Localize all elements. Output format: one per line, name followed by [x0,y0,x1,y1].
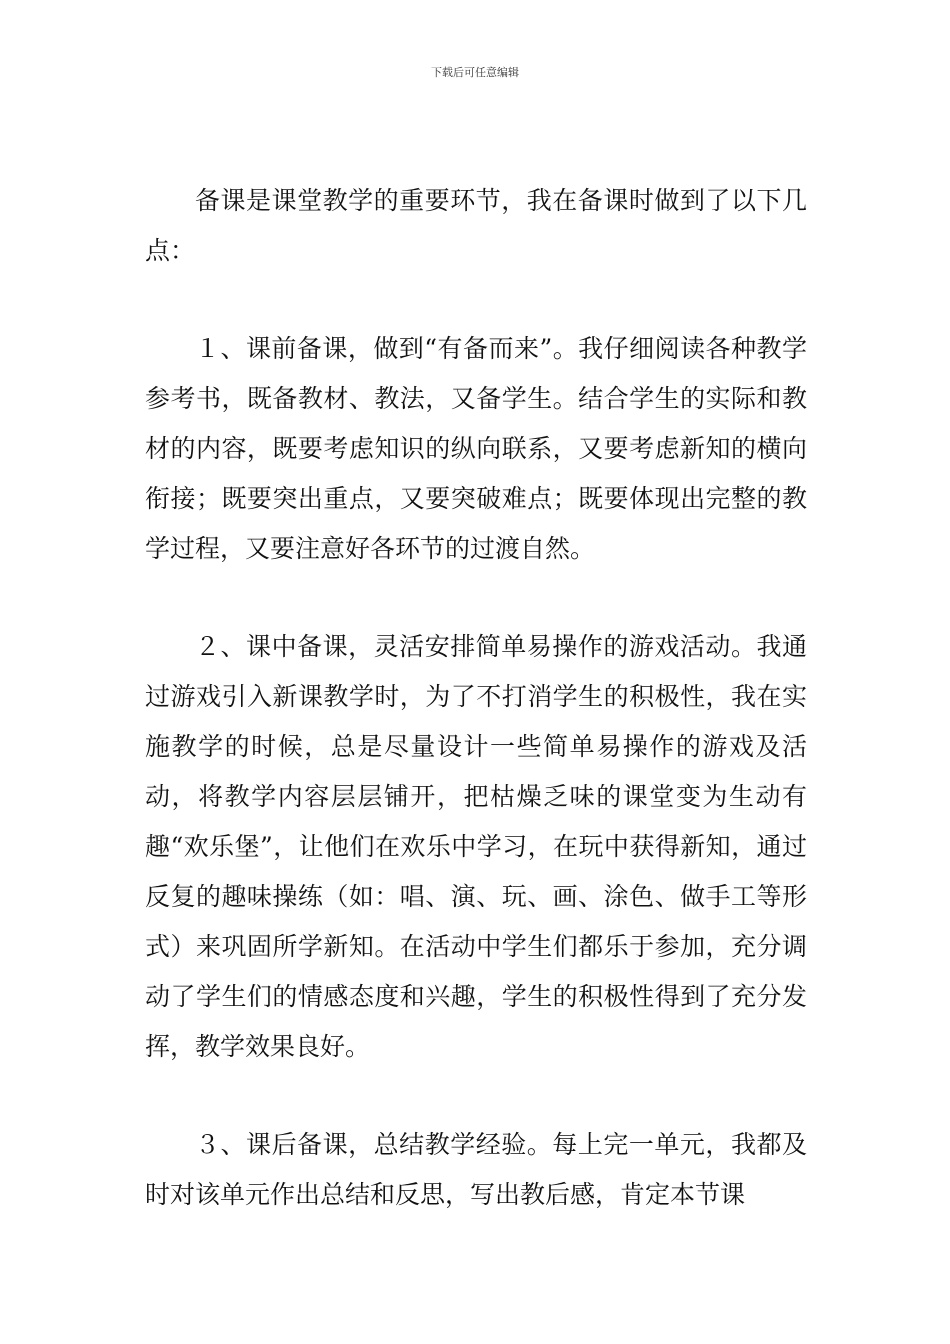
paragraph-point-2: ２、课中备课，灵活安排简单易操作的游戏活动。我通过游戏引入新课教学时，为了不打消学生的积极性，我在实施教学的时候，总是尽量设计一些简单易操作的游戏及活动，将教学内容层层铺开，把枯燥乏味的课堂变为生动有趣“欢乐堡”，让他们在欢乐中学习，在玩中获得新知，通过反复的趣味操练（如：唱、演、玩、画、涂色、做手工等形式）来巩固所学新知。在活动中学生们都乐于参加，充分调动了学生们的情感态度和兴趣，学生的积极性得到了充分发挥，教学效果良好。 [145,632,807,1061]
paragraph-gap [145,1072,807,1120]
paragraph-intro: 备课是课堂教学的重要环节，我在备课时做到了以下几点： [145,186,807,265]
paragraph-point-1: １、课前备课，做到“有备而来”。我仔细阅读各种教学参考书，既备教材、教法，又备学生。结合学生的实际和教材的内容，既要考虑知识的纵向联系，又要考虑新知的横向衔接；既要突出重点，又要突破难点；既要体现出完整的教学过程，又要注意好各环节的过渡自然。 [145,334,807,563]
paragraph-point-3: ３、课后备课，总结教学经验。每上完一单元，我都及时对该单元作出总结和反思，写出教后感，肯定本节课 [145,1130,807,1209]
paragraph-gap [145,574,807,622]
paragraph-gap [145,276,807,324]
page-header: 下载后可任意编辑 [431,66,519,79]
document-body [145,176,807,1220]
